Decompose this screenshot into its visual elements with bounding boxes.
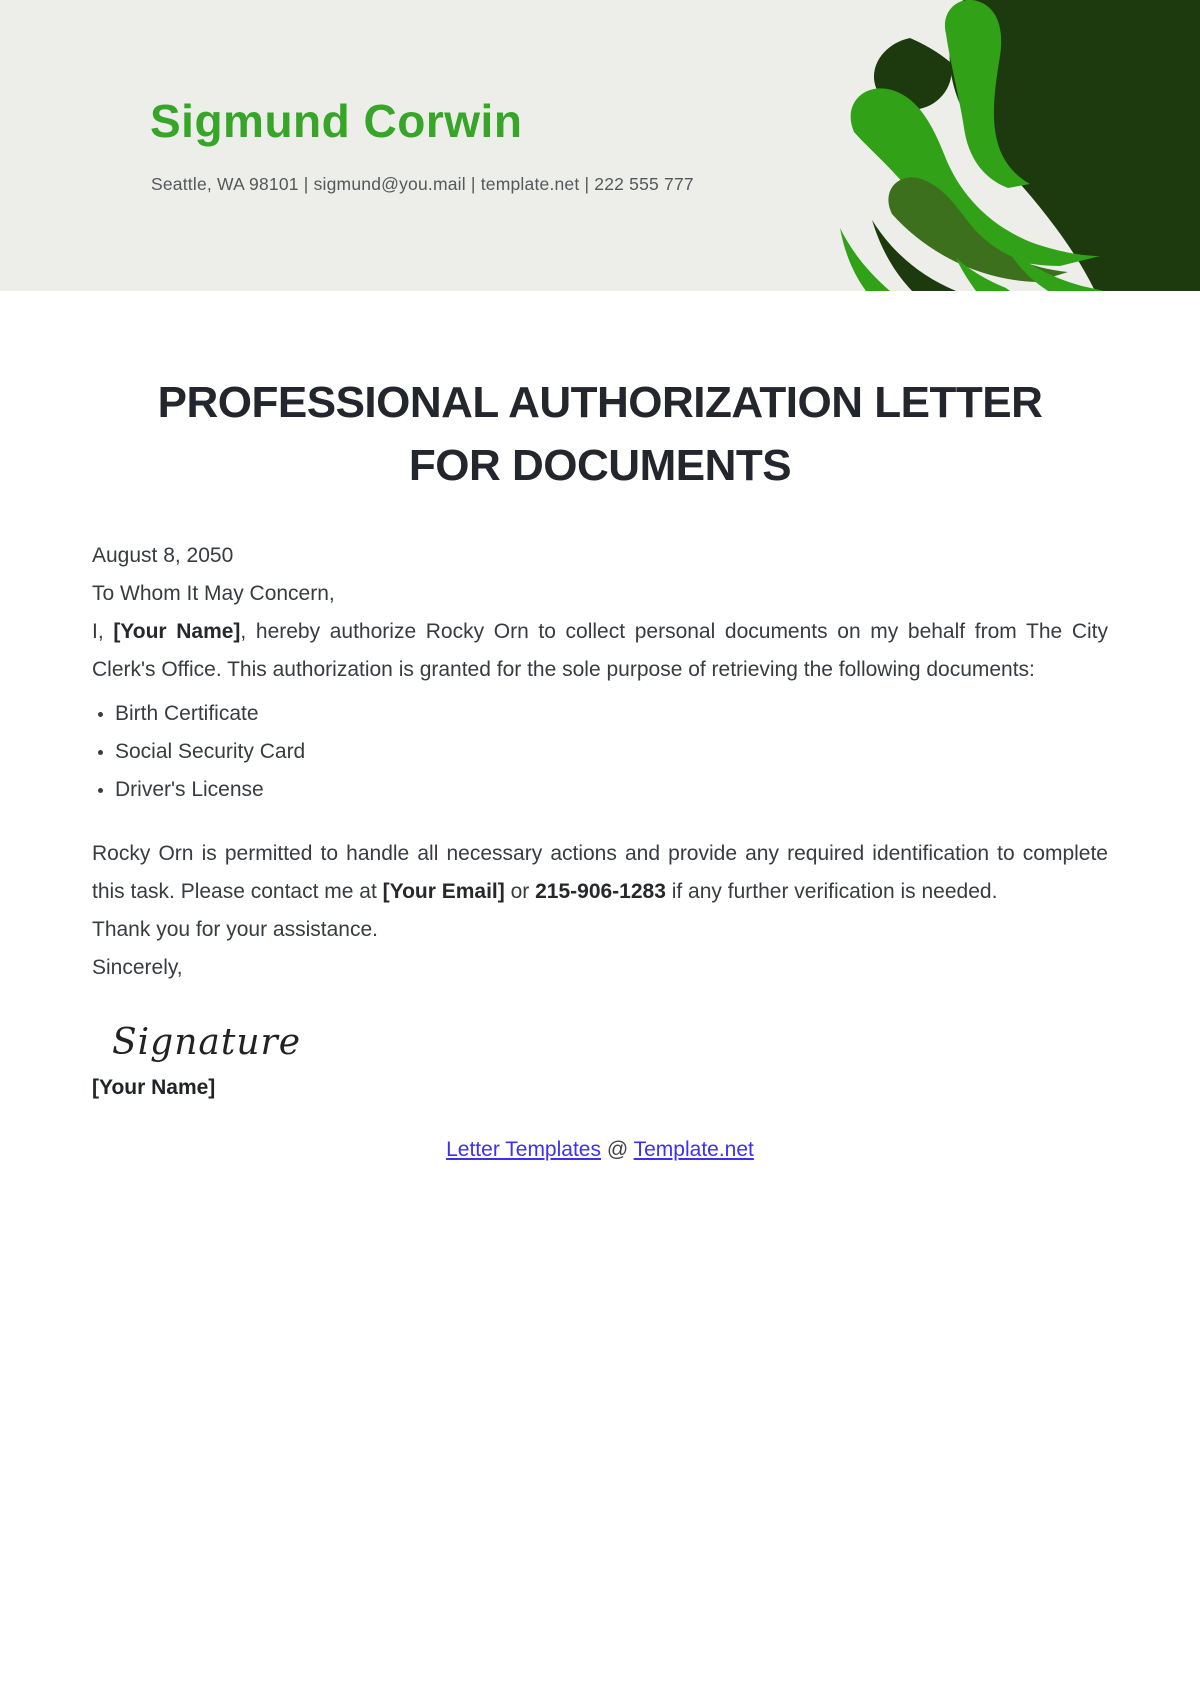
document-list [92,695,1108,809]
bullet-icon [98,750,103,755]
paragraph-contact-post: if any further verification is needed. [665,880,998,903]
thanks-line: Thank you for your assistance. [92,918,378,941]
paragraph-authorization-pre: I, [92,620,114,643]
page-title-line1: PROFESSIONAL AUTHORIZATION LETTER [157,378,1043,427]
paragraph-contact-mid: or [504,880,536,903]
your-name-placeholder: [Your Name] [113,620,241,643]
page-title-line2: FOR DOCUMENTS [408,441,792,490]
your-email-placeholder: [Your Email] [382,880,505,903]
list-item-label: Driver's License [115,778,264,801]
signer-name-placeholder: [Your Name] [92,1076,216,1099]
paragraph-authorization [92,613,1108,689]
letter-templates-link[interactable]: Letter Templates [446,1138,601,1161]
list-item [92,733,1108,771]
footer-attribution [92,1131,1108,1169]
paragraph-authorization-post: , hereby authorize Rocky Orn to collect personal documents on my behalf from The City Clerk's Office. This authorization is granted for the sole purpose of retrieving the following documents: [92,620,1108,681]
list-item [92,771,1108,809]
salutation: To Whom It May Concern, [92,582,335,605]
letter-body [0,371,1200,1169]
list-item [92,695,1108,733]
closing-line: Sincerely, [92,956,183,979]
leaf-decoration-icon [760,0,1200,291]
page-title [92,371,1108,497]
phone-number: 215-906-1283 [535,880,666,903]
signature-script: Signature [112,1022,302,1063]
sender-name: Sigmund Corwin [150,95,523,147]
footer-separator: @ [606,1138,629,1161]
letter-date: August 8, 2050 [92,544,234,567]
bullet-icon [98,712,103,717]
sender-contact-line: Seattle, WA 98101 | sigmund@you.mail | template.net | 222 555 777 [151,174,694,194]
bullet-icon [98,788,103,793]
template-net-link[interactable]: Template.net [633,1138,754,1161]
letterhead [0,0,1200,291]
list-item-label: Birth Certificate [115,702,259,725]
paragraph-contact-pre: Rocky Orn is permitted to handle all necessary actions and provide any required identification to complete this task. Please contact me at [92,842,1108,903]
list-item-label: Social Security Card [115,740,306,763]
paragraph-contact [92,835,1108,911]
